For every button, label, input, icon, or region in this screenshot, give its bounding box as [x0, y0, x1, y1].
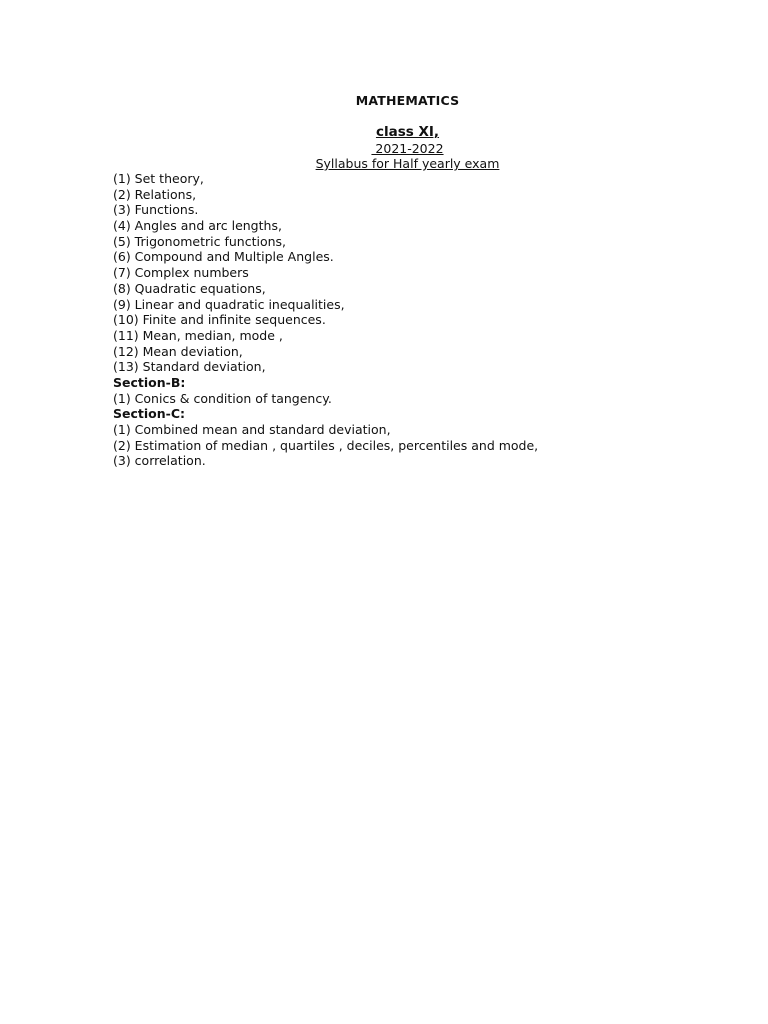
section-c-list: [113, 422, 713, 469]
list-item: (1) Combined mean and standard deviation,: [113, 422, 391, 437]
class-label: class XI,: [375, 124, 440, 140]
list-item: (1) Set theory,: [113, 171, 204, 186]
document-title: MATHEMATICS: [355, 93, 460, 108]
academic-year: 2021-2022: [371, 141, 444, 156]
list-item: (8) Quadratic equations,: [113, 280, 266, 296]
list-item: (13) Standard deviation,: [113, 359, 266, 375]
list-item: (3) correlation.: [113, 453, 206, 469]
list-item: (6) Compound and Multiple Angles.: [113, 249, 334, 265]
list-item: (10) Finite and infinite sequences.: [113, 312, 326, 328]
section-a-list: [113, 171, 713, 375]
section-c-heading: Section-C:: [113, 406, 185, 422]
list-item: (9) Linear and quadratic inequalities,: [113, 296, 345, 312]
list-item: (12) Mean deviation,: [113, 343, 243, 359]
list-item: (2) Estimation of median , quartiles , deciles, percentiles and mode,: [113, 437, 539, 453]
list-item: (7) Complex numbers: [113, 265, 249, 281]
list-item: (4) Angles and arc lengths,: [113, 218, 282, 234]
list-item: (11) Mean, median, mode ,: [113, 327, 283, 343]
list-item: (3) Functions.: [113, 202, 199, 218]
list-item: (1) Conics & condition of tangency.: [113, 390, 332, 406]
list-item: (2) Relations,: [113, 186, 197, 202]
syllabus-content: [113, 171, 713, 469]
list-item: (5) Trigonometric functions,: [113, 233, 287, 249]
section-b-list: [113, 391, 713, 407]
section-b-heading: Section-B:: [113, 374, 186, 390]
syllabus-label: Syllabus for Half yearly exam: [315, 156, 500, 171]
